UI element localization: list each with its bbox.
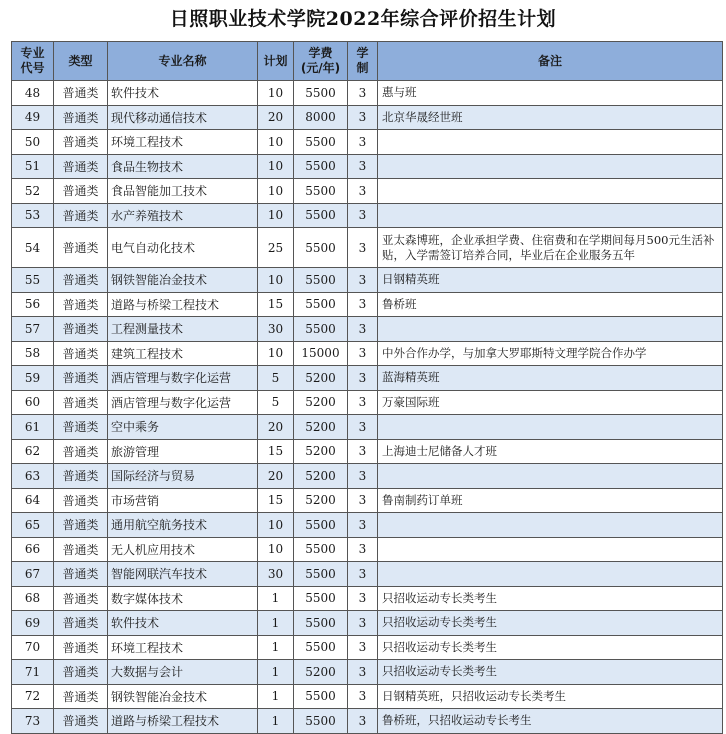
table-body <box>12 81 723 734</box>
table-row <box>12 611 723 636</box>
cell-plan: 5 <box>258 366 294 391</box>
cell-fee: 5200 <box>294 390 348 415</box>
cell-years: 3 <box>348 317 378 342</box>
cell-name: 软件技术 <box>108 81 258 106</box>
header-years-line2: 制 <box>356 61 369 75</box>
cell-name: 空中乘务 <box>108 415 258 440</box>
cell-plan: 20 <box>258 464 294 489</box>
cell-plan: 15 <box>258 292 294 317</box>
cell-fee: 5500 <box>294 268 348 293</box>
cell-type: 普通类 <box>54 292 108 317</box>
cell-type: 普通类 <box>54 81 108 106</box>
cell-note: 中外合作办学，与加拿大罗耶斯特文理学院合作办学 <box>378 341 723 366</box>
header-fee-line1: 学费 <box>308 46 333 60</box>
table-row <box>12 268 723 293</box>
cell-years: 3 <box>348 660 378 685</box>
cell-type: 普通类 <box>54 366 108 391</box>
cell-note <box>378 154 723 179</box>
cell-code: 61 <box>12 415 54 440</box>
cell-plan: 10 <box>258 130 294 155</box>
table-row <box>12 292 723 317</box>
cell-fee: 5200 <box>294 464 348 489</box>
cell-years: 3 <box>348 562 378 587</box>
cell-code: 73 <box>12 709 54 734</box>
cell-years: 3 <box>348 464 378 489</box>
cell-note: 只招收运动专长类考生 <box>378 635 723 660</box>
cell-code: 56 <box>12 292 54 317</box>
cell-note <box>378 179 723 204</box>
cell-type: 普通类 <box>54 586 108 611</box>
cell-type: 普通类 <box>54 513 108 538</box>
cell-code: 63 <box>12 464 54 489</box>
header-code-line2: 代号 <box>20 61 45 75</box>
cell-fee: 8000 <box>294 105 348 130</box>
cell-name: 酒店管理与数字化运营 <box>108 366 258 391</box>
header-note: 备注 <box>378 42 723 81</box>
cell-name: 电气自动化技术 <box>108 228 258 268</box>
cell-note: 日钢精英班，只招收运动专长类考生 <box>378 684 723 709</box>
header-years-line1: 学 <box>356 46 369 60</box>
cell-name: 无人机应用技术 <box>108 537 258 562</box>
cell-name: 酒店管理与数字化运营 <box>108 390 258 415</box>
cell-plan: 20 <box>258 415 294 440</box>
cell-years: 3 <box>348 684 378 709</box>
cell-code: 72 <box>12 684 54 709</box>
cell-plan: 10 <box>258 203 294 228</box>
cell-plan: 5 <box>258 390 294 415</box>
cell-note <box>378 537 723 562</box>
cell-code: 59 <box>12 366 54 391</box>
cell-code: 58 <box>12 341 54 366</box>
cell-fee: 5200 <box>294 366 348 391</box>
table-row <box>12 537 723 562</box>
table-row <box>12 341 723 366</box>
table-row <box>12 228 723 268</box>
cell-code: 53 <box>12 203 54 228</box>
table-row <box>12 464 723 489</box>
header-years <box>348 42 378 81</box>
cell-years: 3 <box>348 292 378 317</box>
table-row <box>12 586 723 611</box>
cell-name: 钢铁智能冶金技术 <box>108 268 258 293</box>
cell-plan: 1 <box>258 611 294 636</box>
cell-fee: 5500 <box>294 130 348 155</box>
cell-code: 50 <box>12 130 54 155</box>
cell-type: 普通类 <box>54 154 108 179</box>
cell-plan: 1 <box>258 586 294 611</box>
cell-code: 48 <box>12 81 54 106</box>
cell-plan: 1 <box>258 709 294 734</box>
cell-fee: 5500 <box>294 203 348 228</box>
table-header-row <box>12 42 723 81</box>
cell-fee: 5500 <box>294 611 348 636</box>
cell-years: 3 <box>348 439 378 464</box>
cell-name: 环境工程技术 <box>108 130 258 155</box>
cell-note <box>378 464 723 489</box>
header-type: 类型 <box>54 42 108 81</box>
cell-type: 普通类 <box>54 611 108 636</box>
cell-years: 3 <box>348 105 378 130</box>
cell-code: 60 <box>12 390 54 415</box>
table-row <box>12 513 723 538</box>
cell-name: 食品生物技术 <box>108 154 258 179</box>
cell-plan: 10 <box>258 268 294 293</box>
cell-type: 普通类 <box>54 415 108 440</box>
cell-note: 鲁桥班，只招收运动专长考生 <box>378 709 723 734</box>
cell-code: 51 <box>12 154 54 179</box>
cell-type: 普通类 <box>54 537 108 562</box>
cell-plan: 10 <box>258 81 294 106</box>
header-code-line1: 专业 <box>20 46 45 60</box>
cell-code: 49 <box>12 105 54 130</box>
cell-years: 3 <box>348 341 378 366</box>
cell-fee: 5500 <box>294 684 348 709</box>
cell-code: 70 <box>12 635 54 660</box>
cell-years: 3 <box>348 415 378 440</box>
cell-code: 52 <box>12 179 54 204</box>
cell-name: 旅游管理 <box>108 439 258 464</box>
cell-note <box>378 415 723 440</box>
cell-fee: 5500 <box>294 537 348 562</box>
cell-code: 55 <box>12 268 54 293</box>
cell-note: 上海迪士尼储备人才班 <box>378 439 723 464</box>
cell-fee: 5500 <box>294 635 348 660</box>
cell-note: 鲁南制药订单班 <box>378 488 723 513</box>
cell-years: 3 <box>348 537 378 562</box>
cell-fee: 5500 <box>294 179 348 204</box>
cell-type: 普通类 <box>54 635 108 660</box>
table-row <box>12 203 723 228</box>
cell-plan: 10 <box>258 179 294 204</box>
cell-name: 软件技术 <box>108 611 258 636</box>
cell-note <box>378 130 723 155</box>
table-row <box>12 154 723 179</box>
cell-code: 67 <box>12 562 54 587</box>
cell-name: 国际经济与贸易 <box>108 464 258 489</box>
cell-name: 食品智能加工技术 <box>108 179 258 204</box>
cell-years: 3 <box>348 366 378 391</box>
cell-years: 3 <box>348 130 378 155</box>
cell-plan: 30 <box>258 317 294 342</box>
cell-code: 66 <box>12 537 54 562</box>
table-row <box>12 130 723 155</box>
table-row <box>12 366 723 391</box>
cell-fee: 5200 <box>294 660 348 685</box>
cell-name: 水产养殖技术 <box>108 203 258 228</box>
cell-years: 3 <box>348 488 378 513</box>
cell-note: 亚太森博班，企业承担学费、住宿费和在学期间每月500元生活补贴，入学需签订培养合同，毕业后在企业服务五年 <box>378 228 723 268</box>
cell-years: 3 <box>348 635 378 660</box>
cell-name: 大数据与会计 <box>108 660 258 685</box>
cell-name: 市场营销 <box>108 488 258 513</box>
cell-name: 钢铁智能冶金技术 <box>108 684 258 709</box>
cell-plan: 1 <box>258 635 294 660</box>
cell-type: 普通类 <box>54 341 108 366</box>
cell-name: 数字媒体技术 <box>108 586 258 611</box>
cell-note: 只招收运动专长类考生 <box>378 586 723 611</box>
cell-code: 69 <box>12 611 54 636</box>
cell-code: 65 <box>12 513 54 538</box>
cell-years: 3 <box>348 81 378 106</box>
table-row <box>12 317 723 342</box>
cell-name: 建筑工程技术 <box>108 341 258 366</box>
table-row <box>12 105 723 130</box>
cell-name: 现代移动通信技术 <box>108 105 258 130</box>
header-name: 专业名称 <box>108 42 258 81</box>
cell-code: 68 <box>12 586 54 611</box>
cell-fee: 5500 <box>294 154 348 179</box>
cell-type: 普通类 <box>54 317 108 342</box>
cell-fee: 5200 <box>294 415 348 440</box>
cell-plan: 1 <box>258 684 294 709</box>
cell-years: 3 <box>348 709 378 734</box>
table-row <box>12 635 723 660</box>
cell-fee: 5200 <box>294 439 348 464</box>
cell-name: 道路与桥梁工程技术 <box>108 709 258 734</box>
cell-name: 道路与桥梁工程技术 <box>108 292 258 317</box>
cell-code: 64 <box>12 488 54 513</box>
cell-note: 只招收运动专长类考生 <box>378 660 723 685</box>
cell-note: 惠与班 <box>378 81 723 106</box>
cell-type: 普通类 <box>54 439 108 464</box>
cell-fee: 5500 <box>294 562 348 587</box>
cell-name: 环境工程技术 <box>108 635 258 660</box>
cell-name: 通用航空航务技术 <box>108 513 258 538</box>
cell-type: 普通类 <box>54 390 108 415</box>
cell-plan: 30 <box>258 562 294 587</box>
table-row <box>12 709 723 734</box>
enrollment-plan-table <box>11 41 723 734</box>
cell-note: 日钢精英班 <box>378 268 723 293</box>
cell-code: 57 <box>12 317 54 342</box>
cell-type: 普通类 <box>54 709 108 734</box>
cell-plan: 10 <box>258 513 294 538</box>
cell-fee: 5500 <box>294 228 348 268</box>
cell-note <box>378 513 723 538</box>
cell-years: 3 <box>348 154 378 179</box>
cell-name: 智能网联汽车技术 <box>108 562 258 587</box>
cell-note <box>378 203 723 228</box>
document-title: 日照职业技术学院2022年综合评价招生计划 <box>169 8 557 30</box>
cell-type: 普通类 <box>54 660 108 685</box>
cell-type: 普通类 <box>54 203 108 228</box>
header-fee <box>294 42 348 81</box>
cell-type: 普通类 <box>54 464 108 489</box>
cell-years: 3 <box>348 179 378 204</box>
cell-type: 普通类 <box>54 562 108 587</box>
header-code <box>12 42 54 81</box>
cell-fee: 5500 <box>294 709 348 734</box>
header-plan: 计划 <box>258 42 294 81</box>
cell-plan: 25 <box>258 228 294 268</box>
cell-years: 3 <box>348 586 378 611</box>
cell-plan: 15 <box>258 439 294 464</box>
cell-note: 北京华晟经世班 <box>378 105 723 130</box>
cell-years: 3 <box>348 203 378 228</box>
cell-type: 普通类 <box>54 130 108 155</box>
table-row <box>12 179 723 204</box>
cell-code: 71 <box>12 660 54 685</box>
cell-name: 工程测量技术 <box>108 317 258 342</box>
cell-years: 3 <box>348 390 378 415</box>
table-row <box>12 660 723 685</box>
cell-note <box>378 562 723 587</box>
cell-note: 蓝海精英班 <box>378 366 723 391</box>
cell-type: 普通类 <box>54 228 108 268</box>
cell-note: 鲁桥班 <box>378 292 723 317</box>
cell-note <box>378 317 723 342</box>
cell-code: 54 <box>12 228 54 268</box>
table-row <box>12 439 723 464</box>
cell-fee: 5500 <box>294 292 348 317</box>
cell-plan: 10 <box>258 154 294 179</box>
cell-code: 62 <box>12 439 54 464</box>
table-row <box>12 488 723 513</box>
cell-note: 只招收运动专长类考生 <box>378 611 723 636</box>
cell-fee: 15000 <box>294 341 348 366</box>
cell-plan: 20 <box>258 105 294 130</box>
cell-type: 普通类 <box>54 105 108 130</box>
cell-note: 万豪国际班 <box>378 390 723 415</box>
cell-years: 3 <box>348 611 378 636</box>
cell-fee: 5500 <box>294 586 348 611</box>
cell-years: 3 <box>348 268 378 293</box>
cell-plan: 15 <box>258 488 294 513</box>
cell-plan: 1 <box>258 660 294 685</box>
table-row <box>12 390 723 415</box>
cell-years: 3 <box>348 513 378 538</box>
cell-fee: 5200 <box>294 488 348 513</box>
table-row <box>12 81 723 106</box>
cell-plan: 10 <box>258 341 294 366</box>
cell-plan: 10 <box>258 537 294 562</box>
cell-years: 3 <box>348 228 378 268</box>
table-row <box>12 684 723 709</box>
cell-type: 普通类 <box>54 684 108 709</box>
cell-fee: 5500 <box>294 317 348 342</box>
cell-type: 普通类 <box>54 179 108 204</box>
header-fee-line2: (元/年) <box>300 61 341 75</box>
cell-fee: 5500 <box>294 81 348 106</box>
cell-fee: 5500 <box>294 513 348 538</box>
table-row <box>12 562 723 587</box>
cell-type: 普通类 <box>54 488 108 513</box>
cell-type: 普通类 <box>54 268 108 293</box>
table-row <box>12 415 723 440</box>
